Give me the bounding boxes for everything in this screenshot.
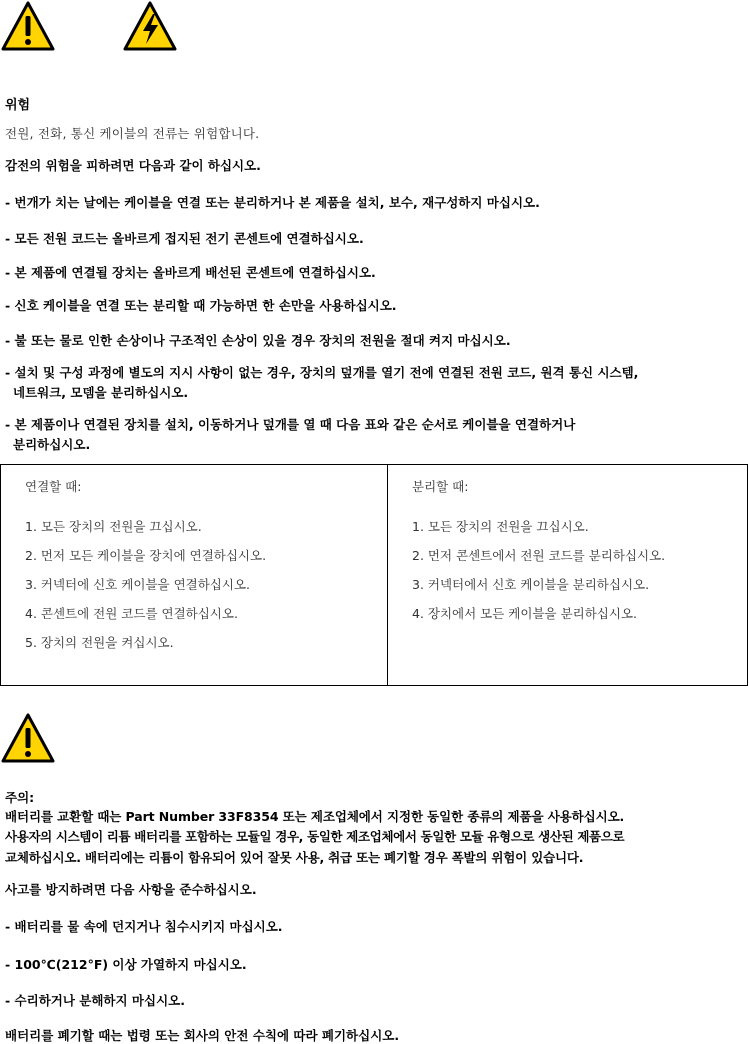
connect-step: 2. 먼저 모든 케이블을 장치에 연결하십시오. bbox=[25, 548, 267, 563]
disconnect-step: 3. 커넥터에서 신호 케이블을 분리하십시오. bbox=[412, 577, 650, 592]
danger-bullet-line: - 설치 및 구성 과정에 별도의 지시 사항이 없는 경우, 장치의 덮개를 열기 전에 연결된 전원 코드, 원격 통신 시스템, bbox=[5, 365, 639, 380]
connect-column bbox=[1, 465, 388, 686]
danger-title: 위험 bbox=[5, 98, 31, 113]
cable-sequence-table bbox=[0, 464, 748, 686]
connect-step: 4. 콘센트에 전원 코드를 연결하십시오. bbox=[25, 606, 238, 621]
caution-bullet: - 100℃(212°F) 이상 가열하지 마십시오. bbox=[5, 957, 247, 972]
danger-bullet: - 본 제품에 연결될 장치는 올바르게 배선된 콘센트에 연결하십시오. bbox=[5, 265, 376, 280]
caution-line: 사용자의 시스템이 리튬 배터리를 포함하는 모듈일 경우, 동일한 제조업체에서 동일한 모듈 유형으로 생산된 제품으로 bbox=[5, 829, 625, 844]
caution-icon bbox=[0, 712, 56, 764]
disconnect-steps bbox=[388, 497, 747, 633]
electrical-hazard-icon bbox=[122, 0, 178, 52]
connect-step: 5. 장치의 전원을 켜십시오. bbox=[25, 635, 174, 650]
danger-lead: 감전의 위험을 피하려면 다음과 같이 하십시오. bbox=[5, 158, 261, 173]
caution-bullet: - 배터리를 물 속에 던지거나 침수시키지 마십시오. bbox=[5, 919, 283, 934]
caution-line: 교체하십시오. 배터리에는 리튬이 함유되어 있어 잘못 사용, 취급 또는 폐기할 경우 폭발의 위험이 있습니다. bbox=[5, 850, 584, 865]
danger-bullet-line: 분리하십시오. bbox=[13, 437, 91, 452]
danger-bullet: - 번개가 치는 날에는 케이블을 연결 또는 분리하거나 본 제품을 설치, 보수, 재구성하지 마십시오. bbox=[5, 195, 540, 210]
danger-bullet-multiline bbox=[5, 363, 638, 403]
danger-bullet-line: 네트워크, 모뎀을 분리하십시오. bbox=[13, 385, 189, 400]
caution-bullet: - 수리하거나 분해하지 마십시오. bbox=[5, 993, 185, 1008]
disconnect-column bbox=[388, 465, 748, 686]
caution-icon bbox=[0, 0, 56, 52]
caution-closing: 배터리를 폐기할 때는 법령 또는 회사의 안전 수칙에 따라 폐기하십시오. bbox=[5, 1028, 400, 1043]
danger-bullet: - 신호 케이블을 연결 또는 분리할 때 가능하면 한 손만을 사용하십시오. bbox=[5, 298, 397, 313]
danger-bullet-line: - 본 제품이나 연결된 장치를 설치, 이동하거나 덮개를 열 때 다음 표와 같은 순서로 케이블을 연결하거나 bbox=[5, 417, 576, 432]
caution-title: 주의: bbox=[5, 790, 35, 805]
danger-bullet: - 모든 전원 코드는 올바르게 접지된 전기 콘센트에 연결하십시오. bbox=[5, 231, 364, 246]
connect-step: 1. 모든 장치의 전원을 끄십시오. bbox=[25, 519, 202, 534]
disconnect-step: 1. 모든 장치의 전원을 끄십시오. bbox=[412, 519, 589, 534]
caution-lead: 사고를 방지하려면 다음 사항을 준수하십시오. bbox=[5, 882, 257, 897]
caution-line: 배터리를 교환할 때는 Part Number 33F8354 또는 제조업체에서 지정한 동일한 종류의 제품을 사용하십시오. bbox=[5, 809, 625, 824]
disconnect-step: 2. 먼저 콘센트에서 전원 코드를 분리하십시오. bbox=[412, 548, 666, 563]
danger-bullet-multiline bbox=[5, 415, 575, 455]
connect-step: 3. 커넥터에 신호 케이블을 연결하십시오. bbox=[25, 577, 250, 592]
connect-header: 연결할 때: bbox=[25, 479, 82, 494]
danger-intro: 전원, 전화, 통신 케이블의 전류는 위험합니다. bbox=[5, 126, 260, 141]
disconnect-step: 4. 장치에서 모든 케이블을 분리하십시오. bbox=[412, 606, 637, 621]
danger-bullet: - 불 또는 물로 인한 손상이나 구조적인 손상이 있을 경우 장치의 전원을 절대 켜지 마십시오. bbox=[5, 333, 511, 348]
connect-steps bbox=[1, 497, 387, 662]
disconnect-header: 분리할 때: bbox=[412, 479, 469, 494]
